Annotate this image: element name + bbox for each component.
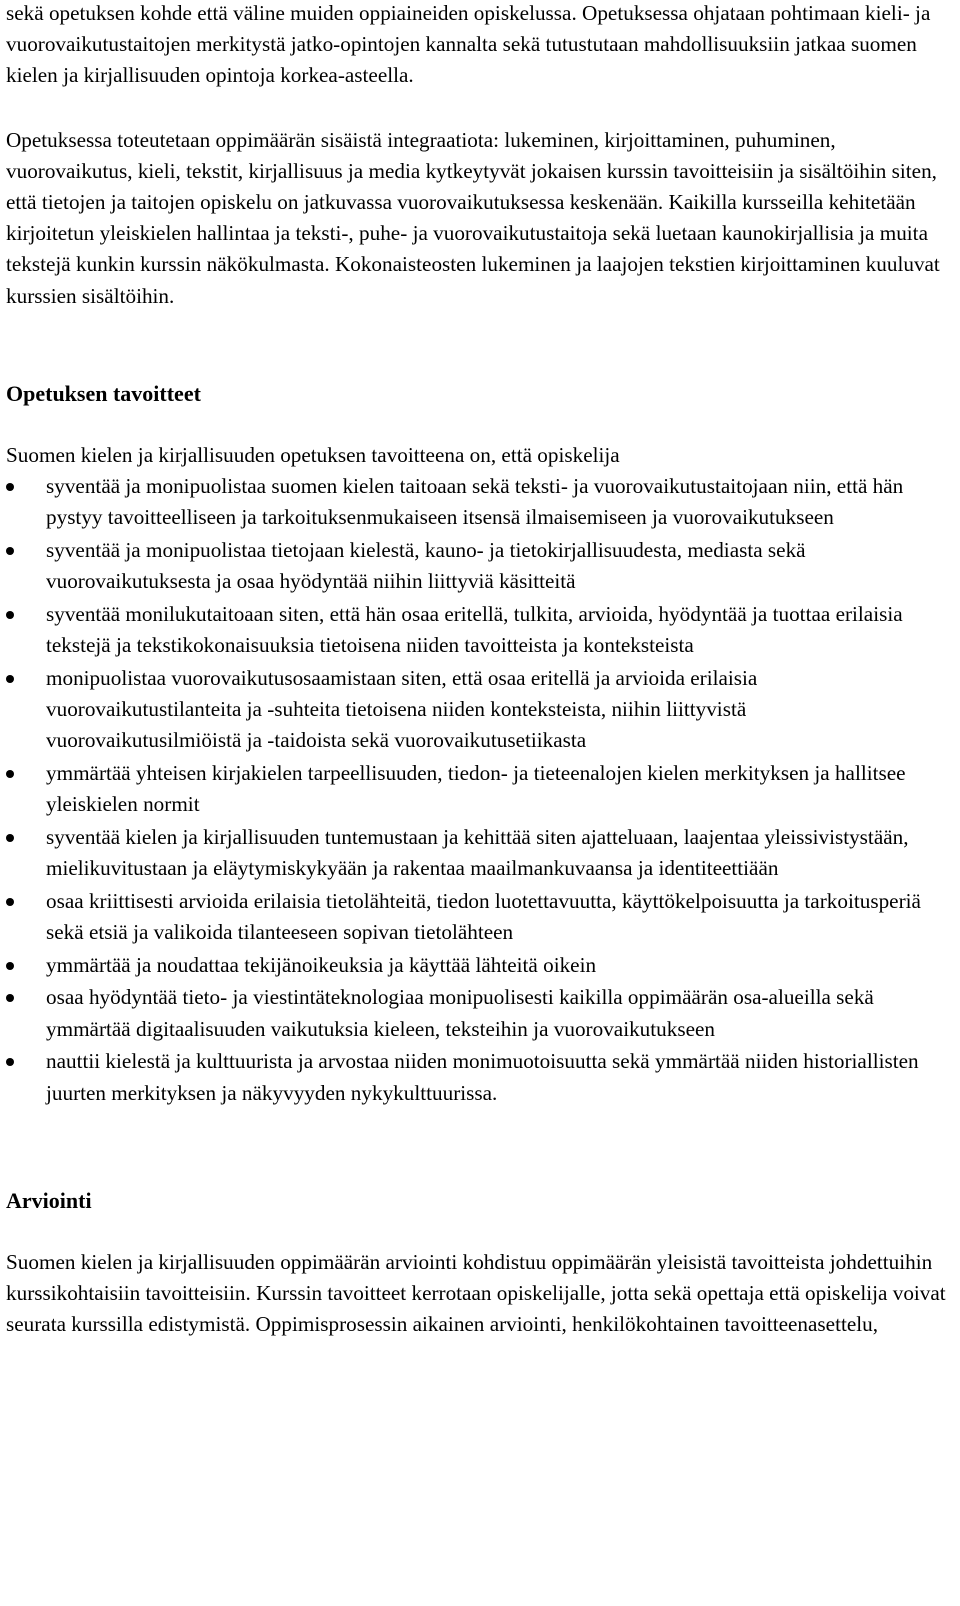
goal-text: osaa hyödyntää tieto- ja viestintäteknologiaa monipuolisesti kaikilla oppimäärän osa-alueilla sekä ymmärtää digitaalisuuden vaikutuksia kieleen, teksteihin ja vuorovaikutukseen [46,985,874,1041]
goal-item [6,822,950,884]
bullet-icon [6,898,14,906]
intro-paragraph: sekä opetuksen kohde että väline muiden oppiaineiden opiskelussa. Opetuksessa ohjataan pohtimaan kieli- ja vuorovaikutustaitojen merkitystä jatko-opintojen kannalta sekä tutustutaan mahdollisuuksiin jatkaa suomen kielen ja kirjallisuuden opintoja korkea-asteella. [6,1,931,88]
bullet-icon [6,962,14,970]
goal-item [6,982,950,1044]
goal-text: syventää kielen ja kirjallisuuden tuntemustaan ja kehittää siten ajatteluaan, laajentaa yleissivistystään, mielikuvitustaan ja eläytymiskykyään ja rakentaa maailmankuvaansa ja identiteettiään [46,824,909,881]
goal-item [6,599,950,661]
goal-text: ymmärtää yhteisen kirjakielen tarpeellisuuden, tiedon- ja tieteenalojen kielen merkityksen ja hallitsee yleiskielen normit [46,761,906,817]
goal-text: syventää monilukutaitoaan siten, että hän osaa eritellä, tulkita, arvioida, hyödyntää ja tuottaa erilaisia tekstejä ja tekstikokonaisuuksia tietoisena niiden tavoitteista ja konteksteista [46,602,903,658]
bullet-icon [6,834,14,842]
integration-paragraph: Opetuksessa toteutetaan oppimäärän sisäistä integraatiota: lukeminen, kirjoittaminen, puhuminen, vuorovaikutus, kieli, tekstit, kirjallisuus ja media kytkeytyvät jokaisen kurssin tavoitteisiin ja sisältöihin siten, että tietojen ja taitojen opiskelu on jatkuvassa vuorovaikutuksessa keskenään. Kaikilla kursseilla kehitetään kirjoitetun yleiskielen hallintaa ja teksti-, puhe- ja vuorovaikutustaitoja sekä luetaan kaunokirjallisia ja muita tekstejä kunkin kurssin näkökulmasta. Kokonaisteosten lukeminen ja laajojen tekstien kirjoittaminen kuuluvat kurssien sisältöihin. [6,127,940,308]
goal-item [6,950,950,981]
goal-item [6,535,950,597]
goal-text: ymmärtää ja noudattaa tekijänoikeuksia ja käyttää lähteitä oikein [46,952,597,977]
goal-item [6,471,950,533]
goals-intro: Suomen kielen ja kirjallisuuden opetuksen tavoitteena on, että opiskelija [6,443,620,468]
goal-text: monipuolistaa vuorovaikutusosaamistaan siten, että osaa eritellä ja arvioida erilaisia vuorovaikutustilanteita ja -suhteita tietoisena niiden konteksteista, niihin liittyvistä vuorovaikutusilmiöistä ja -taidoista sekä vuorovaikutusetiikasta [46,665,758,753]
assessment-paragraph: Suomen kielen ja kirjallisuuden oppimäärän arviointi kohdistuu oppimäärän yleisistä tavoitteista johdettuihin kurssikohtaisiin tavoitteisiin. Kurssin tavoitteet kerrotaan opiskelijalle, jotta sekä opettaja että opiskelija voivat seurata kurssilla edistymistä. Oppimisprosessin aikainen arviointi, henkilökohtainen tavoitteenasettelu, [6,1250,946,1337]
goal-text: syventää ja monipuolistaa tietojaan kielestä, kauno- ja tietokirjallisuudesta, mediasta sekä vuorovaikutuksesta ja osaa hyödyntää niihin liittyviä käsitteitä [46,538,806,594]
document-page [6,0,950,1341]
bullet-icon [6,611,14,619]
bullet-icon [6,994,14,1002]
assessment-heading: Arviointi [6,1187,92,1213]
bullet-icon [6,675,14,683]
bullet-icon [6,770,14,778]
goal-text: nauttii kielestä ja kulttuurista ja arvostaa niiden monimuotoisuutta sekä ymmärtää niiden historiallisten juurten merkityksen ja näkyvyyden nykykulttuurissa. [46,1049,919,1105]
bullet-icon [6,483,14,491]
bullet-icon [6,547,14,555]
goals-heading: Opetuksen tavoitteet [6,380,201,406]
goal-item [6,663,950,757]
goals-list [6,471,950,1109]
goal-text: syventää ja monipuolistaa suomen kielen taitoaan sekä teksti- ja vuorovaikutustaitojaan niin, että hän pystyy tavoitteelliseen ja tarkoituksenmukaiseen itsensä ilmaisemiseen ja vuorovaikutukseen [46,474,904,530]
goal-item [6,1046,950,1108]
goal-item [6,886,950,948]
goal-item [6,758,950,820]
bullet-icon [6,1058,14,1066]
goal-text: osaa kriittisesti arvioida erilaisia tietolähteitä, tiedon luotettavuutta, käyttökelpoisuutta ja tarkoitusperiä sekä etsiä ja valikoida tilanteeseen sopivan tietolähteen [46,888,921,945]
